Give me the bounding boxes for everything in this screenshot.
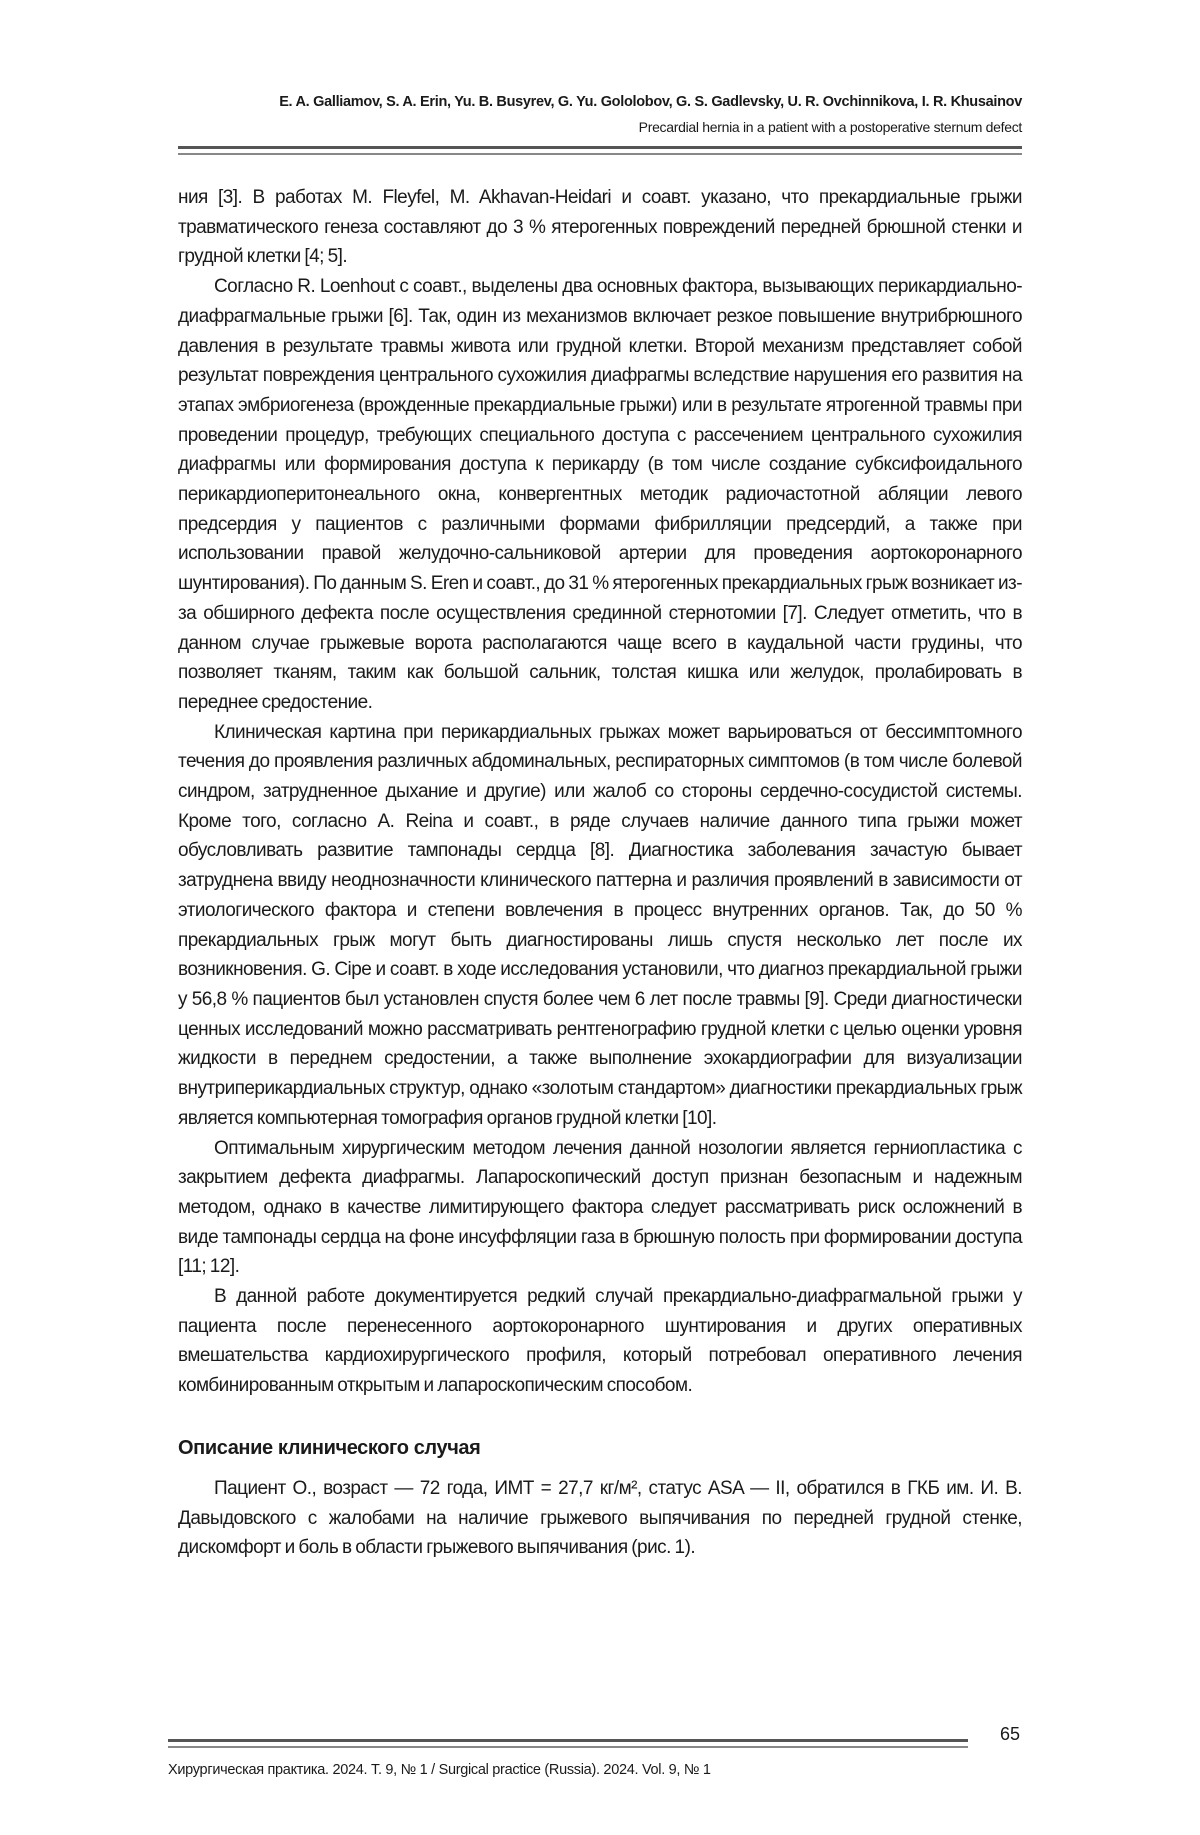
journal-citation: Хирургическая практика. 2024. Т. 9, № 1 / Surgical practice (Russia). 2024. Vol. 9, № 1	[168, 1762, 711, 1778]
paragraph: Оптимальным хирургическим методом лечения данной нозологии является герниопластика с закрытием дефекта диафрагмы. Лапароскопический доступ признан безопасным и надежным методом, однако в качестве лимитирующего фактора следует рассматривать риск осложнений в виде тампонады сердца на фоне инсуффляции газа в брюшную полость при формировании доступа [11; 12].	[178, 1137, 1022, 1278]
running-header-authors: E. A. Galliamov, S. A. Erin, Yu. B. Busyrev, G. Yu. Gololobov, G. S. Gadlevsky, U. R. Ovchinnikova, I. R. Khusainov	[279, 94, 1022, 110]
section-heading: Описание клинического случая	[178, 1436, 481, 1459]
footer-rule-thin	[168, 1746, 968, 1748]
article-body	[178, 183, 1022, 1563]
paragraph: В данной работе документируется редкий случай прекардиально-диафрагмальной грыжи у пациента после перенесенного аортокоронарного шунтирования и других оперативных вмешательства кардиохирургического профиля, который потребовал оперативного лечения комбинированным открытым и лапароскопическим способом.	[178, 1286, 1022, 1397]
paragraph: Согласно R. Loenhout с соавт., выделены два основных фактора, вызывающих перикардиально-диафрагмальные грыжи [6]. Так, один из механизмов включает резкое повышение внутрибрюшного давления в результате травмы живота или грудной клетки. Второй механизм представляет собой результат повреждения центрального сухожилия диафрагмы вследствие нарушения его развития на этапах эмбриогенеза (врожденные прекардиальные грыжи) или в результате ятрогенной травмы при проведении процедур, требующих специального доступа с рассечением центрального сухожилия диафрагмы или формирования доступа к перикарду (в том числе создание субксифоидального перикардиоперитонеального окна, конвергентных методик радиочастотной абляции левого предсердия у пациентов с различными формами фибрилляции предсердий, а также при использовании правой желудочно-сальниковой артерии для проведения аортокоронарного шунтирования). По данным S. Eren и соавт., до 31 % ятерогенных прекардиальных грыж возникает из-за обширного дефекта после осуществления срединной стернотомии [7]. Следует отметить, что в данном случае грыжевые ворота располагаются чаще всего в каудальной части грудины, что позволяет тканям, таким как большой сальник, толстая кишка или желудок, пролабировать в переднее средостение.	[178, 276, 1022, 713]
paragraph-continuation: ния [3]. В работах M. Fleyfel, M. Akhavan-Heidari и соавт. указано, что прекардиальные грыжи травматического генеза составляют до 3 % ятерогенных повреждений передней брюшной стенки и грудной клетки [4; 5].	[178, 187, 1022, 268]
case-paragraph: Пациент О., возраст — 72 года, ИМТ = 27,7 кг/м², статус ASA — II, обратился в ГКБ им. И. В. Давыдовского с жалобами на наличие грыжевого выпячивания по передней грудной стенке, дискомфорт и боль в области грыжевого выпячивания (рис. 1).	[178, 1477, 1022, 1559]
paragraph: Клиническая картина при перикардиальных грыжах может варьироваться от бессимптомного течения до проявления различных абдоминальных, респираторных симптомов (в том числе болевой синдром, затрудненное дыхание и другие) или жалоб со стороны сердечно-сосудистой системы. Кроме того, согласно A. Reina и соавт., в ряде случаев наличие данного типа грыжи может обусловливать развитие тампонады сердца [8]. Диагностика заболевания зачастую бывает затруднена ввиду неоднозначности клинического паттерна и различия проявлений в зависимости от этиологического фактора и степени вовлечения в процесс внутренних органов. Так, до 50 % прекардиальных грыж могут быть диагностированы лишь спустя несколько лет после их возникновения. G. Cipe и соавт. в ходе исследования установили, что диагноз прекардиальной грыжи у 56,8 % пациентов был установлен спустя более чем 6 лет после травмы [9]. Среди диагностически ценных исследований можно рассматривать рентгенографию грудной клетки с целью оценки уровня жидкости в переднем средостении, а также выполнение эхокардиографии для визуализации внутриперикардиальных структур, однако «золотым стандартом» диагностики прекардиальных грыж является компьютерная томография органов грудной клетки [10].	[178, 721, 1022, 1129]
page-number: 65	[1000, 1724, 1021, 1744]
header-rule	[178, 146, 1022, 149]
running-header-title: Precardial hernia in a patient with a postoperative sternum defect	[638, 119, 1022, 135]
footer-rule	[168, 1739, 968, 1742]
header-rule-thin	[178, 153, 1022, 155]
